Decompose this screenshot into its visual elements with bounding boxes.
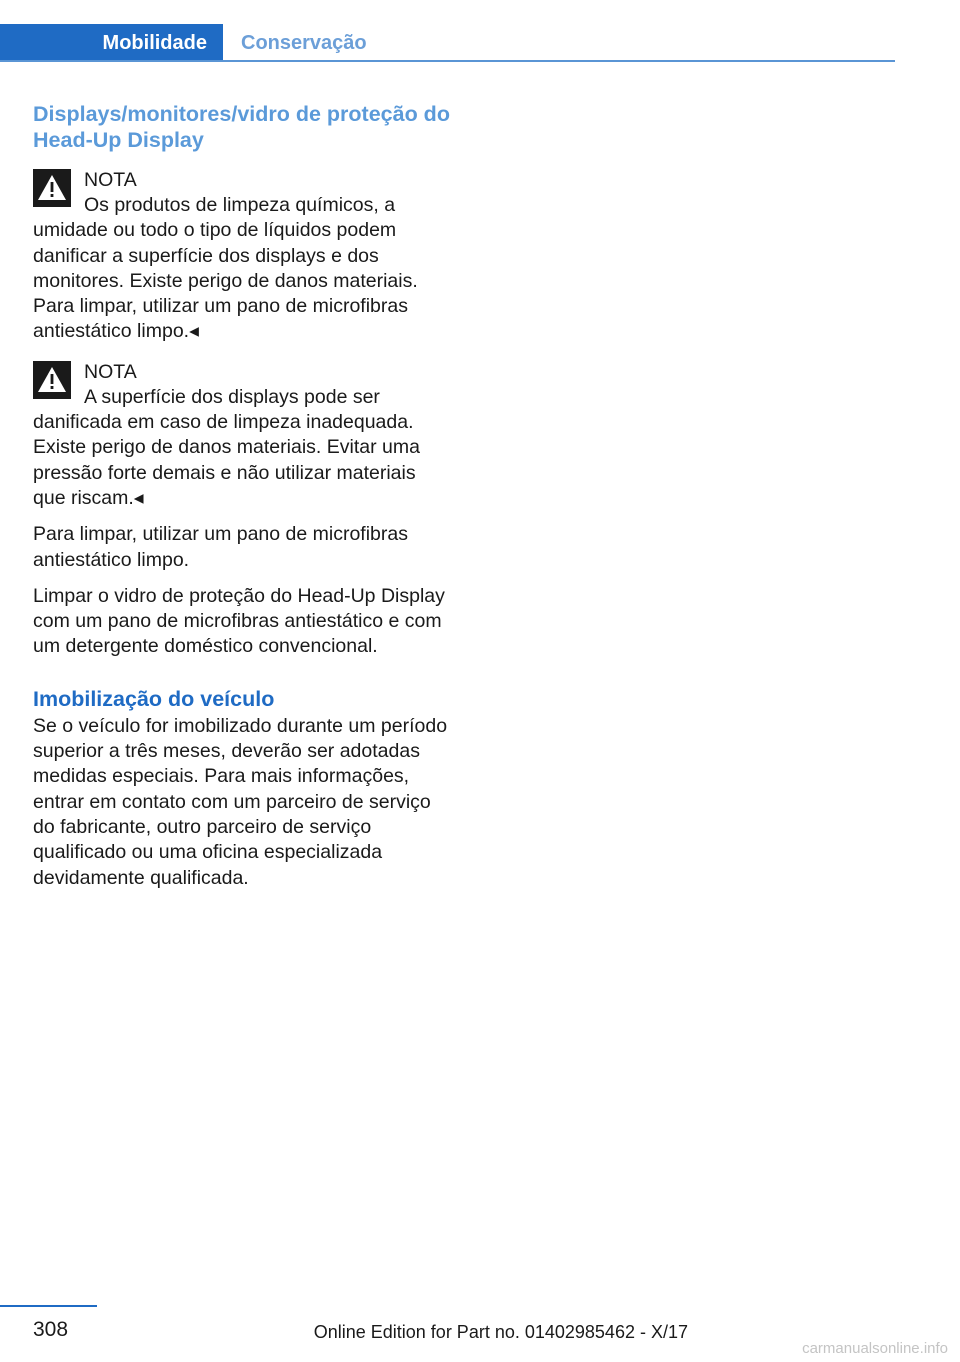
warning-note-2 bbox=[33, 359, 451, 511]
page-number: 308 bbox=[33, 1318, 69, 1341]
paragraph-cleaning: Para limpar, utilizar um pano de microfibras antiestático limpo. bbox=[33, 523, 408, 571]
chapter-header bbox=[0, 0, 895, 62]
tab-conservacao[interactable]: Conservação bbox=[241, 31, 367, 54]
warning-triangle-icon bbox=[33, 169, 71, 207]
edition-info: Online Edition for Part no. 01402985462 - X/17 bbox=[313, 1322, 688, 1342]
note-label: NOTA bbox=[84, 360, 137, 383]
note-label: NOTA bbox=[84, 169, 137, 191]
tab-mobilidade[interactable]: Mobilidade bbox=[0, 24, 223, 62]
page-content bbox=[33, 101, 451, 891]
warning-note-1 bbox=[33, 167, 451, 345]
paragraph-hud-glass: Limpar o vidro de proteção do Head-Up Display com um pano de microfibras antiestático e com um detergente doméstico convencional. bbox=[33, 584, 445, 658]
paragraph-imobilizacao: Se o veículo for imobilizado durante um período superior a três meses, deverão ser adotadas medidas especiais. Para mais informações, entrar em contato com um parceiro de serviço do fabricante, outro parceiro de serviço qualificado ou uma oficina especializada devidamente qualificada. bbox=[33, 714, 448, 889]
note-text: A superfície dos displays pode ser danificada em caso de limpeza inadequada. Existe perigo de danos materiais. Evitar uma pressão forte demais e não utilizar materiais que riscam.◂ bbox=[33, 385, 420, 509]
section-title-imobilizacao: Imobilização do veículo bbox=[33, 686, 275, 711]
section-title-displays: Displays/monitores/vidro de proteção do Head-Up Display bbox=[33, 102, 450, 152]
watermark: carmanualsonline.info bbox=[802, 1340, 948, 1357]
footer-rule bbox=[0, 1305, 97, 1307]
warning-triangle-icon bbox=[33, 361, 71, 399]
header-rule bbox=[0, 60, 895, 62]
note-text: Os produtos de limpeza químicos, a umidade ou todo o tipo de líquidos podem danificar a superfície dos displays e dos monitores. Existe perigo de danos materiais. Para limpar, utilizar um pano de microfibras antiestático limpo.◂ bbox=[33, 194, 418, 343]
